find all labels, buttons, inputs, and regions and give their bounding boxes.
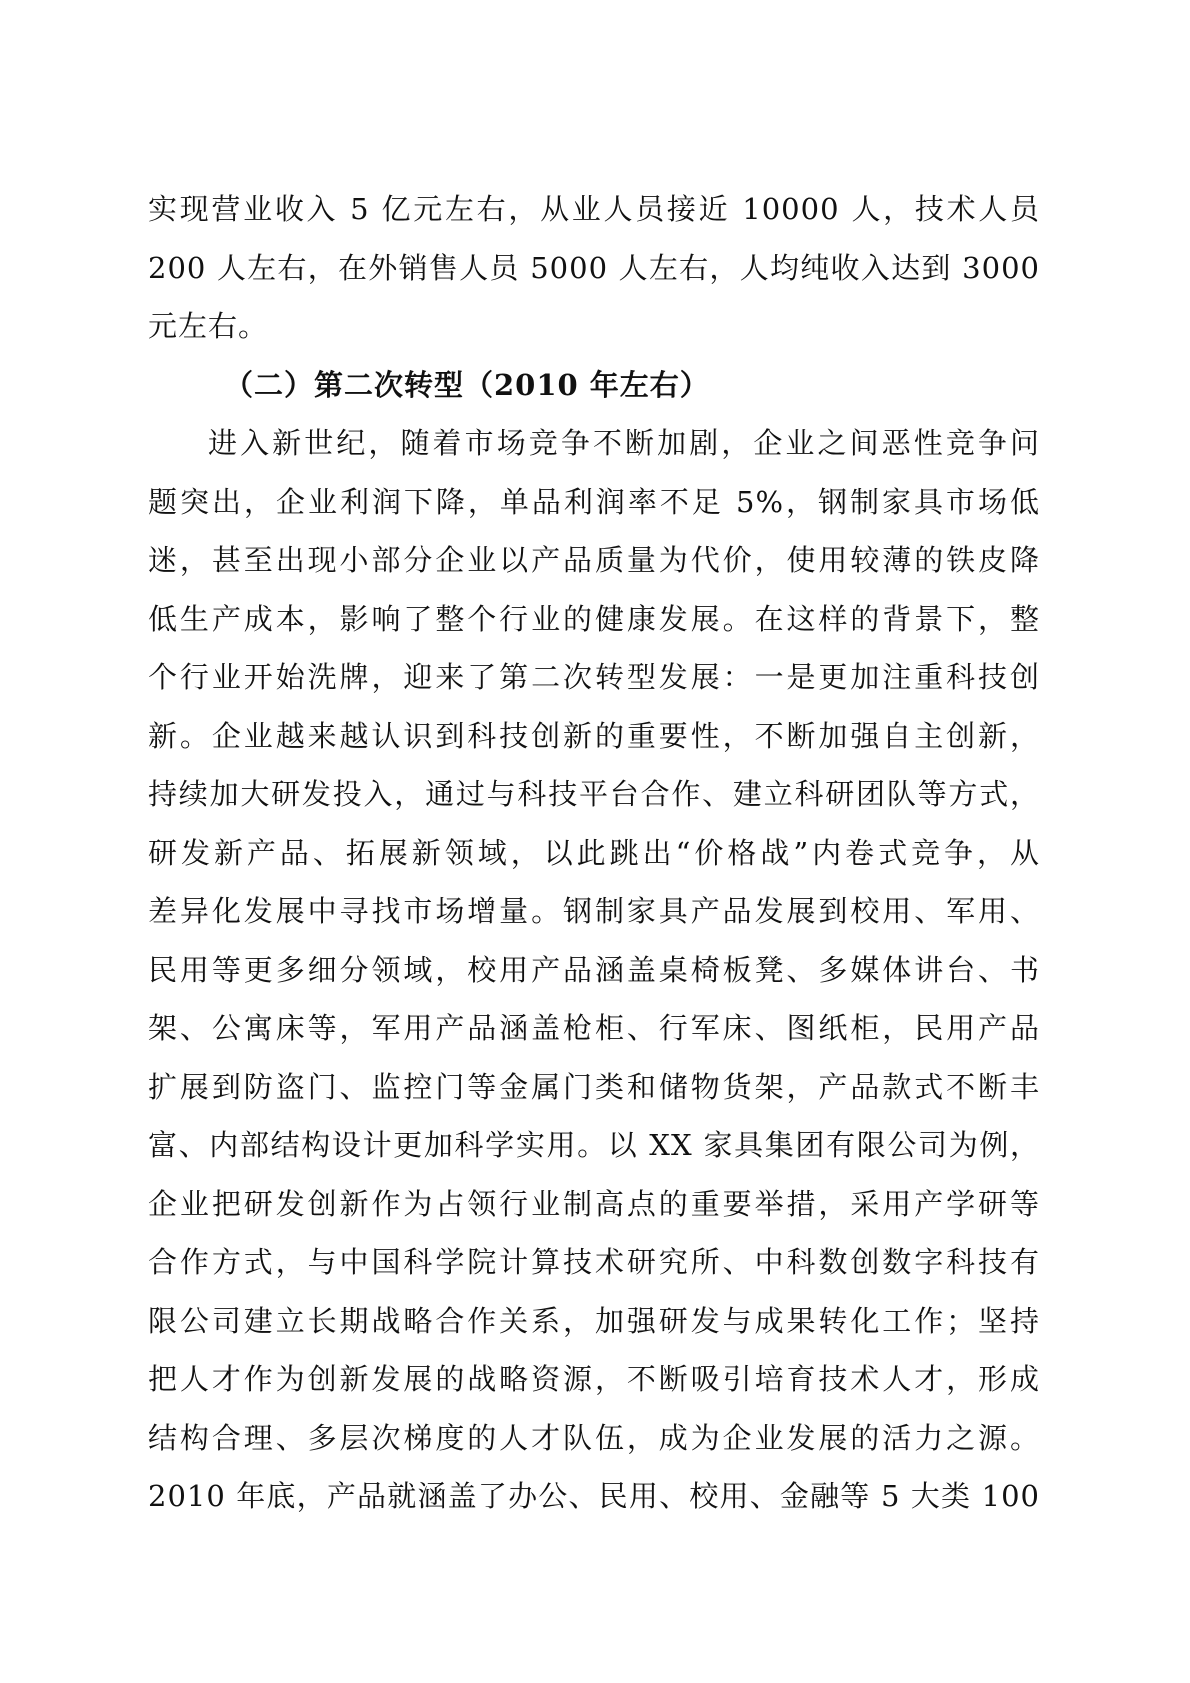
body-text: [148, 180, 1040, 1526]
text-line: 把人才作为创新发展的战略资源，不断吸引培育技术人才，形成: [148, 1362, 1040, 1396]
text-line: 迷，甚至出现小部分企业以产品质量为代价，使用较薄的铁皮降: [148, 543, 1040, 577]
text-line: 扩展到防盗门、监控门等金属门类和储物货架，产品款式不断丰: [148, 1069, 1040, 1104]
text-line: 200 人左右，在外销售人员 5000 人左右，人均纯收入达到 3000: [148, 250, 1040, 285]
text-line: 富、内部结构设计更加科学实用。以 XX 家具集团有限公司为例，: [148, 1128, 1040, 1162]
text-line: 差异化发展中寻找市场增量。钢制家具产品发展到校用、军用、: [148, 894, 1040, 928]
text-line: 新。企业越来越认识到科技创新的重要性，不断加强自主创新，: [148, 718, 1040, 753]
text-line: 个行业开始洗牌，迎来了第二次转型发展：一是更加注重科技创: [148, 660, 1040, 694]
text-line: 题突出，企业利润下降，单品利润率不足 5%，钢制家具市场低: [148, 484, 1040, 519]
section-heading: （二）第二次转型（2010 年左右）: [224, 367, 710, 402]
text-line: 进入新世纪，随着市场竞争不断加剧，企业之间恶性竞争问: [208, 426, 1040, 460]
text-line: 研发新产品、拓展新领域，以此跳出“价格战”内卷式竞争，从: [148, 835, 1040, 870]
text-line: 低生产成本，影响了整个行业的健康发展。在这样的背景下，整: [148, 601, 1040, 636]
text-line: 合作方式，与中国科学院计算技术研究所、中科数创数字科技有: [148, 1245, 1040, 1279]
text-line: 企业把研发创新作为占领行业制高点的重要举措，采用产学研等: [148, 1186, 1040, 1221]
paragraph-1: [148, 180, 1040, 356]
text-line: 持续加大研发投入，通过与科技平台合作、建立科研团队等方式，: [148, 777, 1040, 811]
text-line: 民用等更多细分领域，校用产品涵盖桌椅板凳、多媒体讲台、书: [148, 952, 1040, 987]
text-line: 2010 年底，产品就涵盖了办公、民用、校用、金融等 5 大类 100: [148, 1479, 1040, 1513]
text-line: 结构合理、多层次梯度的人才队伍，成为企业发展的活力之源。: [148, 1420, 1040, 1455]
text-line: 架、公寓床等，军用产品涵盖枪柜、行军床、图纸柜，民用产品: [148, 1011, 1040, 1045]
text-line: 元左右。: [148, 309, 269, 343]
text-line: 实现营业收入 5 亿元左右，从业人员接近 10000 人，技术人员: [148, 192, 1041, 226]
paragraph-2: [148, 414, 1040, 1526]
text-line: 限公司建立长期战略合作关系，加强研发与成果转化工作；坚持: [148, 1303, 1040, 1338]
